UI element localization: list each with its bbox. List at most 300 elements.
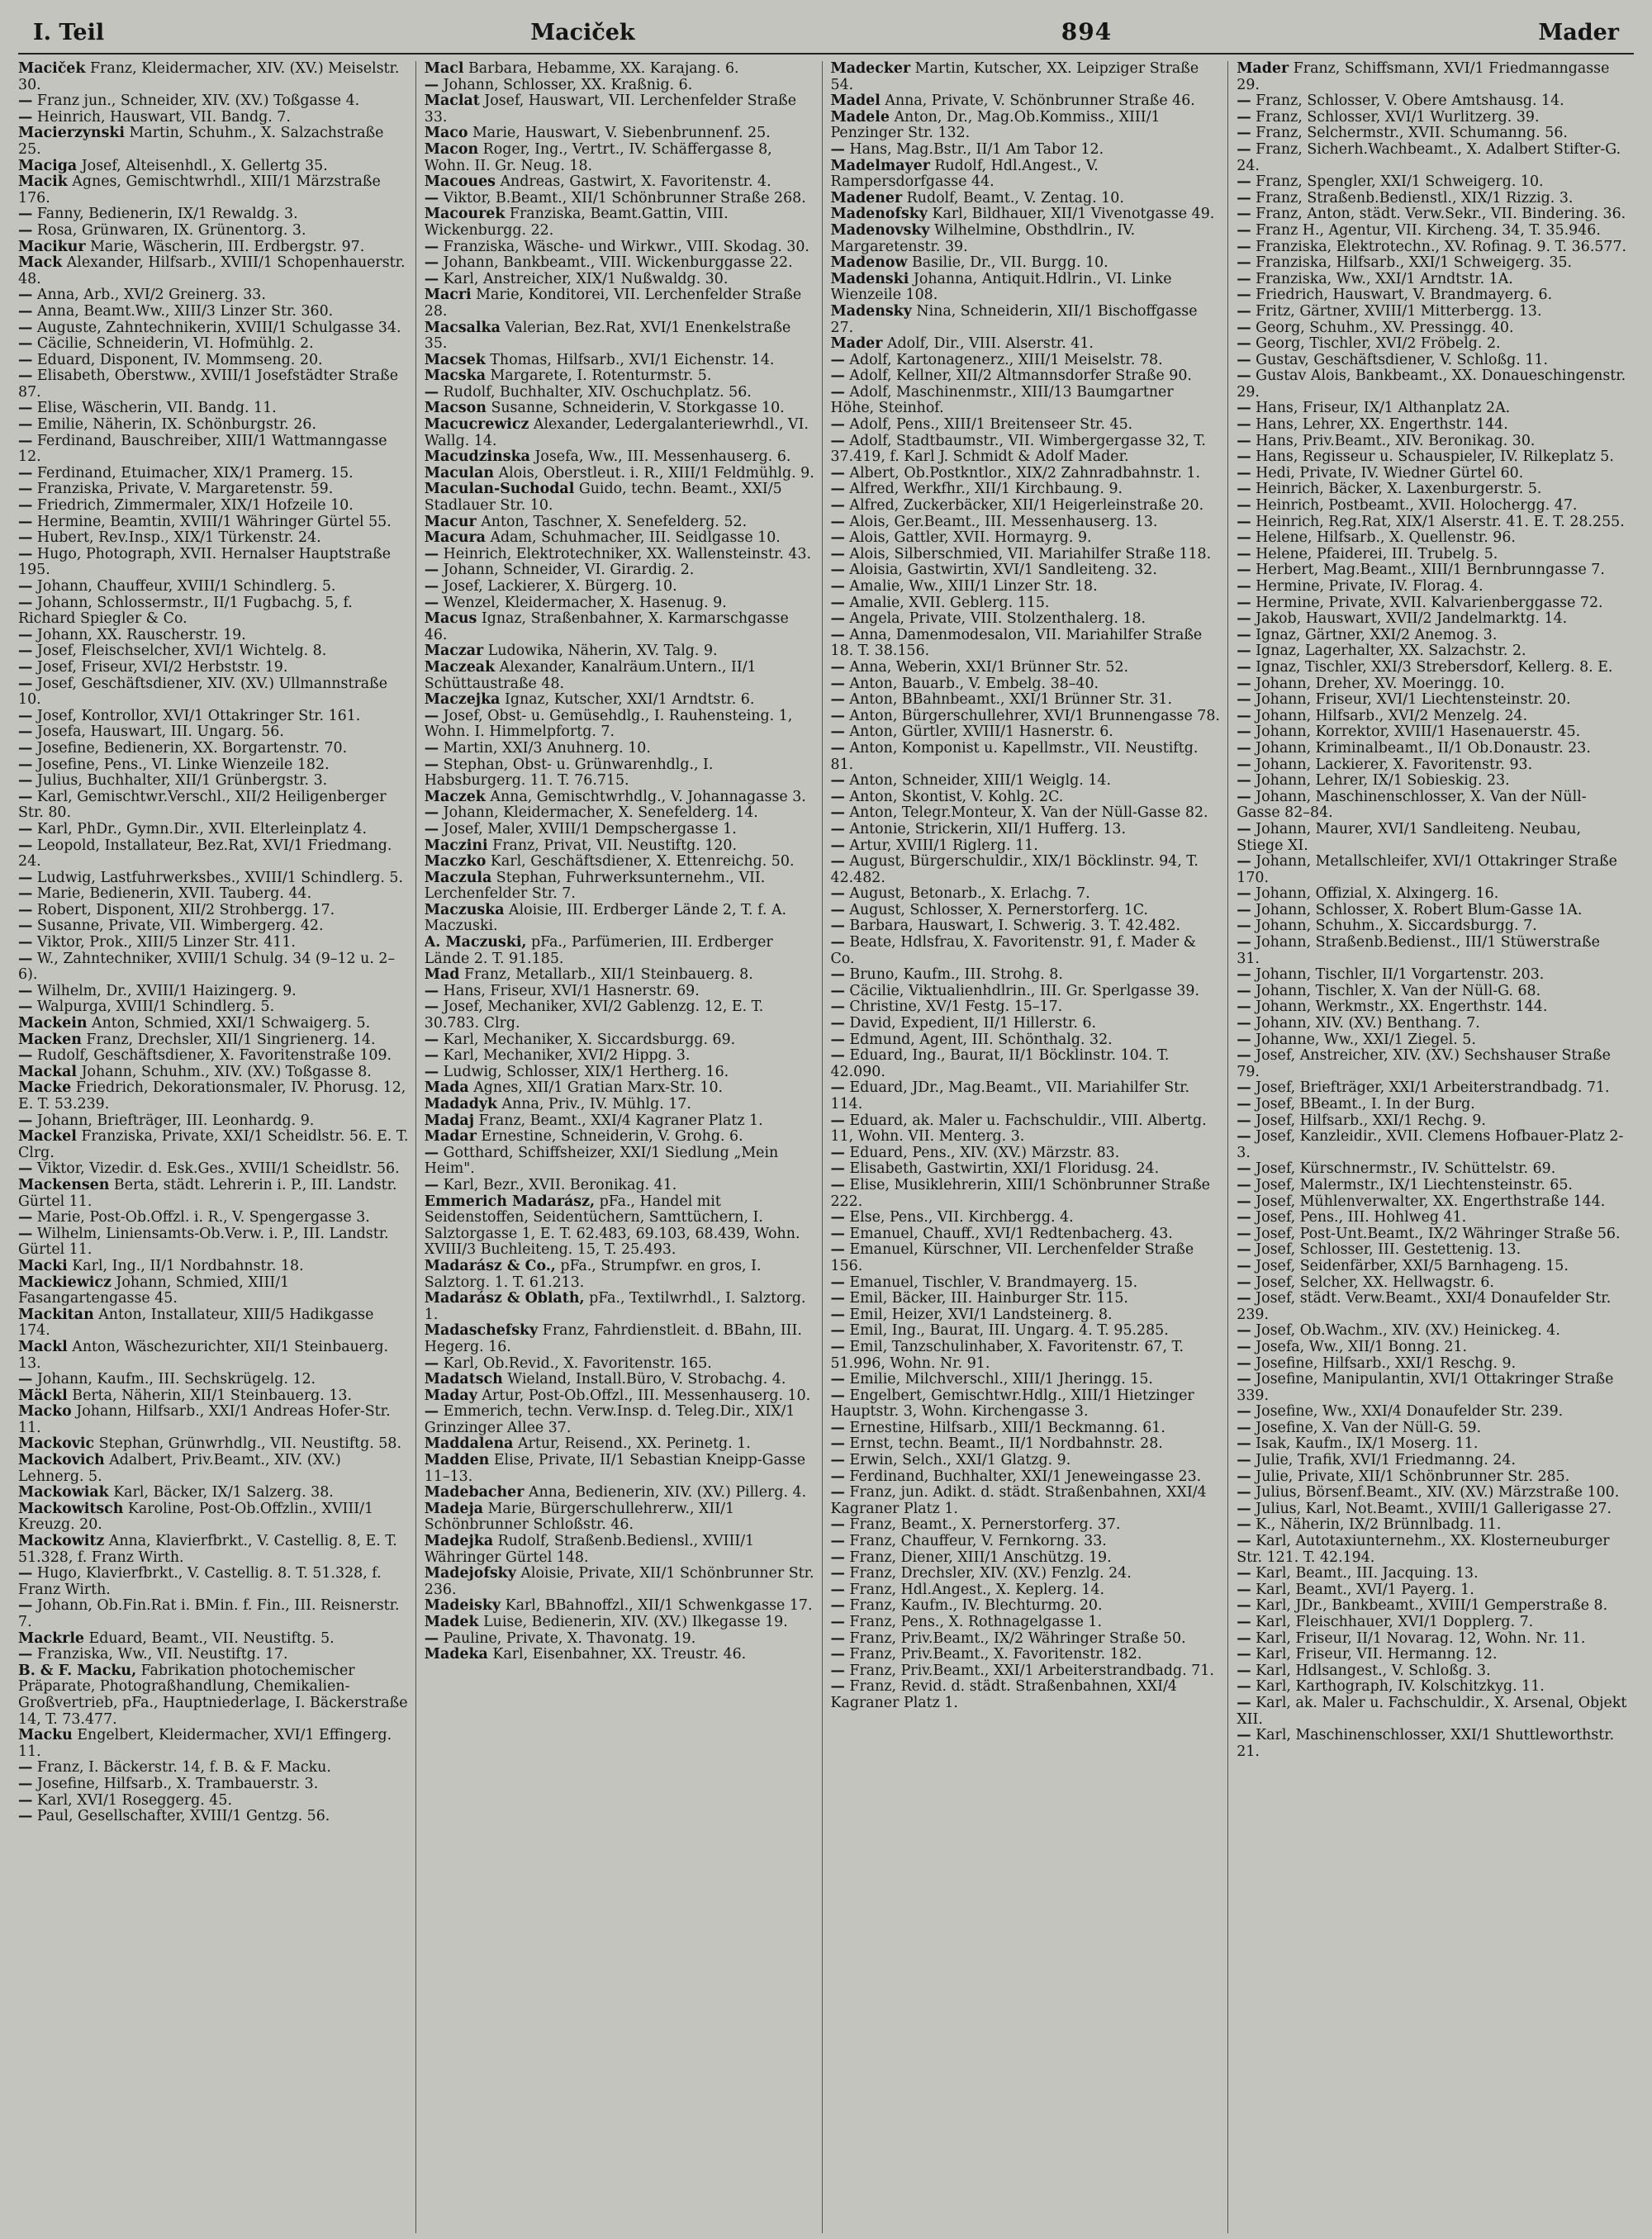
entry-details: Franz, Revid. d. städt. Straßenbahnen, XXI/4 Kagraner Platz 1. bbox=[830, 1678, 1177, 1711]
directory-entry bbox=[1237, 110, 1627, 126]
entry-name: — bbox=[830, 562, 845, 579]
directory-entry bbox=[18, 1048, 409, 1065]
directory-entry bbox=[18, 434, 409, 466]
entry-name: Macourek bbox=[424, 206, 506, 223]
entry-name: Madele bbox=[830, 108, 890, 126]
directory-entry bbox=[1237, 1275, 1627, 1292]
entry-details: Marie, Hauswart, V. Siebenbrunnenf. 25. bbox=[472, 125, 771, 142]
directory-entry bbox=[1237, 1679, 1627, 1696]
entry-details: Ferdinand, Etuimacher, XIX/1 Pramerg. 15. bbox=[36, 464, 354, 481]
directory-entry bbox=[1237, 1048, 1627, 1080]
entry-name: — bbox=[1237, 351, 1251, 368]
entry-details: Heinrich, Elektrotechniker, XX. Wallensteinstr. 43. bbox=[443, 545, 812, 562]
entry-details: Ignaz, Tischler, XXI/3 Strebersdorf, Kellerg. 8. E. bbox=[1256, 658, 1613, 676]
entry-details: Johann, Lackierer, X. Favoritenstr. 93. bbox=[1256, 756, 1533, 773]
entry-name: — bbox=[1237, 707, 1251, 724]
directory-entry bbox=[425, 870, 815, 903]
entry-details: Josef, Mechaniker, XVI/2 Gablenzg. 12, E. T. 30.783. Clrg. bbox=[424, 999, 764, 1032]
directory-entry bbox=[831, 999, 1222, 1016]
entry-details: Herbert, Mag.Beamt., XIII/1 Bernbrunngasse 7. bbox=[1256, 562, 1605, 579]
entry-name: — bbox=[830, 675, 845, 692]
entry-details: K., Näherin, IX/2 Brünnlbadg. 11. bbox=[1256, 1516, 1502, 1534]
entry-name: Macsek bbox=[424, 351, 486, 368]
directory-entry bbox=[831, 272, 1222, 304]
entry-details: Adalbert, Priv.Beamt., XIV. (XV.) Lehnerg. 5. bbox=[18, 1452, 341, 1485]
entry-name: Mader bbox=[830, 335, 883, 353]
directory-entry bbox=[1237, 579, 1627, 595]
entry-details: Wilhelm, Liniensamts-Ob.Verw. i. P., III. Landstr. Gürtel 11. bbox=[18, 1225, 389, 1259]
directory-entry bbox=[831, 1323, 1222, 1340]
entry-details: Johann, Lehrer, IX/1 Sobieskig. 23. bbox=[1256, 772, 1510, 790]
entry-details: Ignaz, Lagerhalter, XX. Salzachstr. 2. bbox=[1256, 643, 1526, 660]
entry-name: — bbox=[830, 853, 845, 870]
entry-name: Maczko bbox=[424, 853, 487, 870]
entry-name: — bbox=[1237, 1096, 1251, 1112]
directory-entry bbox=[425, 709, 815, 741]
entry-details: Hans, Friseur, IX/1 Althanplatz 2A. bbox=[1256, 400, 1511, 417]
directory-entry bbox=[18, 709, 409, 725]
directory-entry bbox=[425, 126, 815, 142]
entry-details: Karl, Geschäftsdiener, X. Ettenreichg. 50. bbox=[490, 853, 795, 870]
entry-name: Madener bbox=[830, 189, 903, 206]
directory-entry bbox=[831, 1550, 1222, 1567]
directory-entry bbox=[18, 724, 409, 741]
directory-entry bbox=[18, 547, 409, 579]
entry-name: — bbox=[1237, 1128, 1251, 1146]
directory-entry bbox=[425, 287, 815, 320]
entry-details: Anton, Bauarb., V. Embelg. 38–40. bbox=[849, 675, 1099, 692]
entry-details: Ignaz, Kutscher, XXI/1 Arndtstr. 6. bbox=[504, 691, 755, 709]
entry-name: Macska bbox=[424, 368, 486, 385]
entry-details: Johann, Kleidermacher, X. Senefelderg. 14. bbox=[443, 804, 758, 822]
directory-entry bbox=[425, 1436, 815, 1453]
directory-entry bbox=[831, 984, 1222, 1000]
entry-details: Johann, Schlosser, XX. Kraßnig. 6. bbox=[443, 76, 693, 93]
directory-entry bbox=[18, 1080, 409, 1112]
entry-name: — bbox=[830, 1176, 845, 1193]
directory-entry bbox=[831, 967, 1222, 984]
entry-details: Johann, XIV. (XV.) Benthang. 7. bbox=[1256, 1015, 1480, 1032]
entry-details: Marie, Wäscherin, III. Erdbergstr. 97. bbox=[90, 238, 365, 255]
directory-entry bbox=[18, 1663, 409, 1728]
entry-name: — bbox=[18, 837, 33, 854]
entry-name: — bbox=[1237, 658, 1251, 676]
entry-details: Anton, Dr., Mag.Ob.Kommiss., XIII/1 Penzinger Str. 132. bbox=[830, 108, 1161, 142]
entry-name: Madek bbox=[424, 1614, 479, 1630]
directory-entry bbox=[831, 579, 1222, 595]
entry-details: Karl, Mechaniker, X. Siccardsburgg. 69. bbox=[443, 1031, 736, 1048]
directory-entry bbox=[1237, 628, 1627, 644]
entry-name: Macucrewicz bbox=[424, 416, 529, 434]
directory-entry bbox=[831, 1340, 1222, 1372]
entry-details: Roger, Ing., Vertrt., IV. Schäffergasse 8, Wohn. II. Gr. Neug. 18. bbox=[424, 140, 772, 174]
directory-entry bbox=[1237, 320, 1627, 337]
entry-name: — bbox=[1237, 626, 1251, 643]
entry-details: Antonie, Strickerin, XII/1 Hufferg. 13. bbox=[849, 820, 1126, 837]
entry-name: — bbox=[830, 1646, 845, 1663]
entry-details: Johann, Ob.Fin.Rat i. BMin. f. Fin., III. Reisnerstr. 7. bbox=[18, 1597, 400, 1630]
entry-name: — bbox=[830, 416, 845, 434]
entry-details: Erwin, Selch., XXI/1 Glatzg. 9. bbox=[849, 1452, 1071, 1469]
entry-name: — bbox=[830, 788, 845, 805]
entry-details: Josef, Geschäftsdiener, XIV. (XV.) Ullmannstraße 10. bbox=[18, 675, 388, 709]
entry-name: — bbox=[1237, 1516, 1251, 1534]
entry-name: — bbox=[830, 837, 845, 854]
directory-entry bbox=[1237, 126, 1627, 142]
entry-details: Franz, Priv.Beamt., IX/2 Währinger Straße 50. bbox=[849, 1629, 1186, 1647]
entry-details: Franz, Chauffeur, V. Fernkorng. 33. bbox=[849, 1533, 1107, 1550]
directory-entry bbox=[1237, 61, 1627, 93]
entry-details: Franziska, Ww., XXI/1 Arndtstr. 1A. bbox=[1256, 270, 1513, 287]
entry-name: — bbox=[830, 383, 845, 401]
entry-details: Eduard, Beamt., VII. Neustiftg. 5. bbox=[88, 1629, 335, 1647]
entry-name: — bbox=[830, 1241, 845, 1259]
entry-name: — bbox=[830, 1209, 845, 1226]
entry-name: — bbox=[18, 999, 33, 1016]
directory-entry bbox=[425, 320, 815, 353]
entry-name: — bbox=[18, 368, 33, 385]
directory-entry bbox=[425, 967, 815, 984]
entry-details: Anton, Gürtler, XVIII/1 Hasnerstr. 6. bbox=[849, 723, 1113, 741]
entry-details: Johann, Straßenb.Bedienst., III/1 Stüwerstraße 31. bbox=[1237, 934, 1600, 967]
entry-name: — bbox=[1237, 1225, 1251, 1242]
entry-details: Susanne, Schneiderin, V. Storkgasse 10. bbox=[491, 400, 785, 417]
entry-name: Mackrle bbox=[18, 1629, 84, 1647]
page-number: 894 bbox=[1061, 18, 1113, 45]
directory-entry bbox=[18, 838, 409, 870]
directory-entry bbox=[1237, 1032, 1627, 1049]
directory-entry bbox=[18, 481, 409, 498]
directory-entry bbox=[1237, 741, 1627, 757]
entry-name: — bbox=[1237, 1629, 1251, 1647]
entry-name: — bbox=[1237, 1193, 1251, 1210]
directory-entry bbox=[831, 660, 1222, 676]
directory-entry bbox=[1237, 1615, 1627, 1631]
entry-name: — bbox=[424, 578, 439, 595]
entry-name: — bbox=[18, 1209, 33, 1226]
entry-details: Alois, Ger.Beamt., III. Messenhauserg. 13. bbox=[849, 513, 1158, 530]
entry-details: Karl, Maschinenschlosser, XXI/1 Shuttleworthstr. 21. bbox=[1237, 1727, 1615, 1760]
directory-entry bbox=[425, 790, 815, 806]
directory-entry bbox=[425, 1097, 815, 1113]
entry-name: Macke bbox=[18, 1079, 72, 1097]
entry-name: — bbox=[1237, 1452, 1251, 1469]
entry-name: — bbox=[18, 1160, 33, 1178]
directory-entry bbox=[1237, 434, 1627, 450]
entry-name: — bbox=[1237, 400, 1251, 417]
entry-details: Hugo, Photograph, XVII. Hernalser Hauptstraße 195. bbox=[18, 545, 392, 579]
entry-details: Franz, Drechsler, XII/1 Singrienerg. 14. bbox=[86, 1031, 376, 1048]
entry-details: Franz, Sicherh.Wachbeamt., X. Adalbert Stifter-G. 24. bbox=[1237, 140, 1621, 174]
entry-name: — bbox=[18, 626, 33, 643]
entry-name: — bbox=[18, 400, 33, 417]
entry-name: Mad bbox=[424, 966, 460, 984]
directory-entry bbox=[18, 1501, 409, 1534]
entry-details: Josefa, Ww., XII/1 Bonng. 21. bbox=[1256, 1338, 1468, 1355]
entry-name: — bbox=[1237, 464, 1251, 481]
entry-details: Anna, Weberin, XXI/1 Brünner Str. 52. bbox=[849, 658, 1129, 676]
entry-details: Pauline, Private, X. Thavonatg. 19. bbox=[443, 1629, 696, 1647]
entry-details: Thomas, Hilfsarb., XVI/1 Eichenstr. 14. bbox=[490, 351, 775, 368]
entry-name: — bbox=[830, 432, 845, 449]
directory-entry bbox=[1237, 287, 1627, 304]
directory-entry bbox=[831, 1647, 1222, 1663]
entry-name: — bbox=[18, 658, 33, 676]
entry-name: Mackensen bbox=[18, 1176, 110, 1193]
directory-entry bbox=[831, 530, 1222, 547]
entry-name: — bbox=[830, 1144, 845, 1161]
entry-name: — bbox=[18, 723, 33, 741]
entry-name: Mackowitsch bbox=[18, 1500, 124, 1517]
entry-name: Macku bbox=[18, 1727, 73, 1744]
entry-name: — bbox=[1237, 643, 1251, 660]
directory-entry bbox=[18, 93, 409, 110]
entry-name: — bbox=[830, 1533, 845, 1550]
entry-details: Franz, Schiffsmann, XVI/1 Friedmanngasse 29. bbox=[1237, 61, 1610, 93]
entry-name: Maczar bbox=[424, 643, 484, 660]
entry-name: — bbox=[1237, 335, 1251, 353]
entry-details: Josef, Anstreicher, XIV. (XV.) Sechshauser Straße 79. bbox=[1237, 1047, 1611, 1080]
entry-details: Josefine, X. Van der Nüll-G. 59. bbox=[1256, 1419, 1482, 1436]
entry-name: Maciga bbox=[18, 157, 78, 174]
entry-details: Wilhelmine, Obsthdlrin., IV. Margaretenstr. 39. bbox=[830, 221, 1136, 255]
entry-details: Adolf, Pens., XIII/1 Breitenseer Str. 45. bbox=[849, 416, 1133, 434]
directory-entry bbox=[831, 854, 1222, 886]
entry-name: — bbox=[1237, 1646, 1251, 1663]
entry-details: Marie, Bedienerin, XVII. Tauberg. 44. bbox=[36, 885, 312, 903]
directory-entry bbox=[1237, 1469, 1627, 1486]
entry-details: Anton, Schmied, XXI/1 Schwaigerg. 5. bbox=[92, 1015, 371, 1032]
entry-name: — bbox=[424, 189, 439, 206]
entry-details: Josefine, Hilfsarb., X. Trambauerstr. 3. bbox=[36, 1775, 319, 1792]
directory-entry bbox=[18, 240, 409, 256]
directory-entry bbox=[1237, 790, 1627, 822]
directory-entry bbox=[1237, 757, 1627, 774]
entry-name: Madejka bbox=[424, 1533, 494, 1550]
entry-name: — bbox=[1237, 302, 1251, 320]
entry-name: — bbox=[18, 1759, 33, 1776]
entry-details: Angela, Private, VIII. Stolzenthalerg. 18. bbox=[849, 610, 1146, 628]
entry-name: — bbox=[424, 1144, 439, 1161]
entry-name: Madadyk bbox=[424, 1096, 498, 1112]
entry-name: — bbox=[1237, 1241, 1251, 1259]
directory-entry bbox=[425, 643, 815, 660]
entry-name: — bbox=[18, 707, 33, 724]
directory-entry bbox=[831, 223, 1222, 255]
directory-entry bbox=[831, 1517, 1222, 1534]
entry-details: Stephan, Grünwrhdlg., VII. Neustiftg. 58. bbox=[98, 1435, 401, 1453]
directory-entry bbox=[1237, 1436, 1627, 1453]
entry-name: Maczuska bbox=[424, 901, 505, 918]
directory-entry bbox=[831, 1372, 1222, 1388]
directory-entry bbox=[1237, 530, 1627, 547]
entry-name: — bbox=[1237, 1209, 1251, 1226]
entry-name: — bbox=[18, 497, 33, 515]
entry-details: Beate, Hdlsfrau, X. Favoritenstr. 91, f. Mader & Co. bbox=[830, 934, 1197, 967]
entry-name: Madden bbox=[424, 1452, 490, 1469]
entry-name: — bbox=[18, 1112, 33, 1129]
directory-entry bbox=[425, 903, 815, 935]
directory-entry bbox=[18, 159, 409, 175]
entry-details: Rudolf, Straßenb.Bediensl., XVIII/1 Währinger Gürtel 148. bbox=[424, 1533, 755, 1566]
entry-name: — bbox=[830, 513, 845, 530]
directory-entry bbox=[425, 515, 815, 531]
directory-entry bbox=[1237, 353, 1627, 369]
directory-entry bbox=[425, 93, 815, 126]
entry-details: Stephan, Obst- u. Grünwarenhdlg., I. Habsburgerg. 11. T. 76.715. bbox=[424, 756, 714, 790]
entry-name: — bbox=[424, 1063, 439, 1080]
directory-entry bbox=[1237, 1113, 1627, 1130]
directory-entry bbox=[831, 353, 1222, 369]
entry-name: Madaschefsky bbox=[424, 1322, 539, 1340]
directory-entry bbox=[18, 1388, 409, 1405]
directory-entry bbox=[18, 1161, 409, 1178]
directory-entry bbox=[18, 1226, 409, 1259]
directory-entry bbox=[831, 434, 1222, 466]
entry-details: Josefine, Manipulantin, XVI/1 Ottakringer Straße 339. bbox=[1237, 1371, 1614, 1404]
entry-details: Karl, Autotaxiunternehm., XX. Klosterneuburger Str. 121. T. 42.194. bbox=[1237, 1533, 1610, 1566]
entry-details: Heinrich, Reg.Rat, XIX/1 Alserstr. 41. E. T. 28.255. bbox=[1256, 513, 1625, 530]
directory-entry bbox=[18, 320, 409, 337]
entry-details: Friedrich, Zimmermaler, XIX/1 Hofzeile 10. bbox=[36, 497, 354, 515]
entry-details: Martin, Schuhm., X. Salzachstraße 25. bbox=[18, 125, 384, 158]
directory-entry bbox=[425, 78, 815, 94]
entry-details: Christine, XV/1 Festg. 15–17. bbox=[849, 999, 1063, 1016]
entry-details: Josef, Lackierer, X. Bürgerg. 10. bbox=[443, 578, 677, 595]
entry-name: Maclat bbox=[424, 93, 480, 110]
entry-name: — bbox=[18, 1808, 33, 1825]
directory-entry bbox=[831, 805, 1222, 822]
entry-name: Mackiewicz bbox=[18, 1274, 112, 1291]
entry-name: — bbox=[830, 1274, 845, 1291]
directory-entry bbox=[1237, 1517, 1627, 1534]
directory-entry bbox=[831, 1242, 1222, 1274]
entry-details: Karl, Bildhauer, XII/1 Vivenotgasse 49. bbox=[932, 206, 1215, 223]
entry-name: — bbox=[830, 497, 845, 515]
entry-details: Karl, Eisenbahner, XX. Treustr. 46. bbox=[492, 1646, 747, 1663]
directory-entry bbox=[425, 838, 815, 855]
directory-entry bbox=[831, 206, 1222, 223]
entry-name: Madecker bbox=[830, 61, 911, 77]
entry-name: — bbox=[1237, 416, 1251, 434]
directory-entry bbox=[425, 401, 815, 417]
directory-entry bbox=[425, 1453, 815, 1485]
entry-details: Emanuel, Kürschner, VII. Lerchenfelder Straße 156. bbox=[830, 1241, 1194, 1274]
entry-details: Anton, Skontist, V. Kohlg. 2C. bbox=[849, 788, 1064, 805]
directory-entry bbox=[425, 385, 815, 401]
directory-entry bbox=[831, 1679, 1222, 1711]
entry-name: Maciček bbox=[18, 61, 86, 77]
entry-details: Johann, Friseur, XVI/1 Liechtensteinstr. 20. bbox=[1256, 691, 1571, 709]
entry-details: Amalie, XVII. Geblerg. 115. bbox=[849, 594, 1050, 611]
entry-details: Basilie, Dr., VII. Burgg. 10. bbox=[912, 254, 1108, 272]
entry-details: August, Betonarb., X. Erlachg. 7. bbox=[849, 885, 1090, 903]
entry-name: — bbox=[830, 1629, 845, 1647]
entry-details: Paul, Gesellschafter, XVIII/1 Gentzg. 56. bbox=[36, 1808, 330, 1825]
entry-details: Franziska, Elektrotechn., XV. Rofinag. 9. T. 36.577. bbox=[1256, 238, 1627, 255]
entry-name: Maculan-Suchodal bbox=[424, 481, 575, 498]
entry-name: — bbox=[18, 594, 33, 611]
entry-details: Franz, I. Bäckerstr. 14, f. B. & F. Macku. bbox=[36, 1759, 331, 1776]
directory-entry bbox=[425, 466, 815, 482]
entry-details: Georg, Tischler, XVI/2 Fröbelg. 2. bbox=[1256, 335, 1501, 353]
entry-details: Franz, Schlosser, XVI/1 Wurlitzerg. 39. bbox=[1256, 108, 1540, 126]
directory-entry bbox=[1237, 967, 1627, 984]
directory-entry bbox=[425, 174, 815, 191]
entry-details: Johann, Maurer, XVI/1 Sandleiteng. Neubau, Stiege XI. bbox=[1237, 820, 1581, 854]
entry-details: Leopold, Installateur, Bez.Rat, XVI/1 Friedmang. 24. bbox=[18, 837, 392, 870]
entry-name: — bbox=[830, 140, 845, 158]
directory-entry bbox=[18, 676, 409, 709]
directory-entry bbox=[831, 628, 1222, 660]
entry-name: — bbox=[424, 1403, 439, 1421]
entry-details: Julie, Trafik, XVI/1 Friedmanng. 24. bbox=[1256, 1452, 1517, 1469]
entry-name: — bbox=[830, 1160, 845, 1178]
entry-name: — bbox=[18, 1225, 33, 1242]
entry-details: Alfred, Zuckerbäcker, XII/1 Heigerleinstraße 20. bbox=[849, 497, 1204, 515]
entry-name: — bbox=[1237, 885, 1251, 903]
entry-details: Hedi, Private, IV. Wiedner Gürtel 60. bbox=[1256, 464, 1524, 481]
entry-name: — bbox=[18, 1646, 33, 1663]
entry-details: Josef, Mühlenverwalter, XX. Engerthstraße 144. bbox=[1256, 1193, 1606, 1210]
entry-details: Viktor, B.Beamt., XII/1 Schönbrunner Straße 268. bbox=[443, 189, 806, 206]
entry-details: Johann, Bankbeamt., VIII. Wickenburggasse 22. bbox=[443, 254, 793, 272]
directory-entry bbox=[831, 481, 1222, 498]
entry-details: Josef, Ob.Wachm., XIV. (XV.) Heinickeg. 4. bbox=[1256, 1322, 1560, 1340]
entry-name: — bbox=[1237, 1371, 1251, 1388]
entry-name: — bbox=[1237, 1662, 1251, 1679]
entry-name: Macudzinska bbox=[424, 448, 530, 466]
entry-name: — bbox=[1237, 1694, 1251, 1711]
directory-entry bbox=[425, 61, 815, 78]
entry-details: David, Expedient, II/1 Hillerstr. 6. bbox=[849, 1015, 1097, 1032]
directory-entry bbox=[18, 1760, 409, 1776]
entry-details: Anton, Installateur, XIII/5 Hadikgasse 174. bbox=[18, 1306, 374, 1340]
directory-entry bbox=[831, 1582, 1222, 1599]
directory-entry bbox=[18, 1566, 409, 1598]
directory-entry bbox=[831, 466, 1222, 482]
entry-details: Franz, Diener, XIII/1 Anschützg. 19. bbox=[849, 1549, 1112, 1566]
entry-details: Franz, Spengler, XXI/1 Schweigerg. 10. bbox=[1256, 173, 1544, 191]
directory-entry bbox=[1237, 1631, 1627, 1648]
entry-details: Karl, Fleischhauer, XVI/1 Dopplerg. 7. bbox=[1256, 1614, 1534, 1630]
section-label: I. Teil bbox=[33, 20, 105, 45]
entry-name: — bbox=[18, 885, 33, 903]
directory-entry bbox=[18, 660, 409, 676]
entry-details: Aloisie, Private, XII/1 Schönbrunner Str. 236. bbox=[424, 1565, 814, 1598]
entry-details: Emil, Heizer, XVI/1 Landsteinerg. 8. bbox=[849, 1306, 1113, 1323]
entry-name: Madeisky bbox=[424, 1597, 501, 1615]
columns bbox=[18, 61, 1634, 2233]
directory-entry bbox=[831, 903, 1222, 919]
directory-entry bbox=[831, 1307, 1222, 1324]
entry-name: — bbox=[18, 1371, 33, 1388]
directory-entry bbox=[1237, 1340, 1627, 1356]
entry-details: Ignaz, Straßenbahner, X. Karmarschgasse 46. bbox=[424, 610, 789, 643]
directory-entry bbox=[831, 1436, 1222, 1453]
entry-details: Rudolf, Buchhalter, XIV. Oschuchplatz. 56. bbox=[443, 383, 752, 401]
directory-entry bbox=[831, 498, 1222, 515]
entry-name: — bbox=[1237, 1160, 1251, 1178]
entry-name: — bbox=[1237, 999, 1251, 1016]
entry-name: Mackitan bbox=[18, 1306, 94, 1323]
entry-name: — bbox=[1237, 594, 1251, 611]
entry-details: Elise, Musiklehrerin, XIII/1 Schönbrunner Straße 222. bbox=[830, 1176, 1210, 1210]
entry-name: — bbox=[830, 1306, 845, 1323]
directory-entry bbox=[1237, 1016, 1627, 1032]
entry-details: Josef, Hauswart, VII. Lerchenfelder Straße 33. bbox=[424, 93, 797, 126]
entry-details: Josef, Friseur, XVI/2 Herbststr. 19. bbox=[36, 658, 288, 676]
